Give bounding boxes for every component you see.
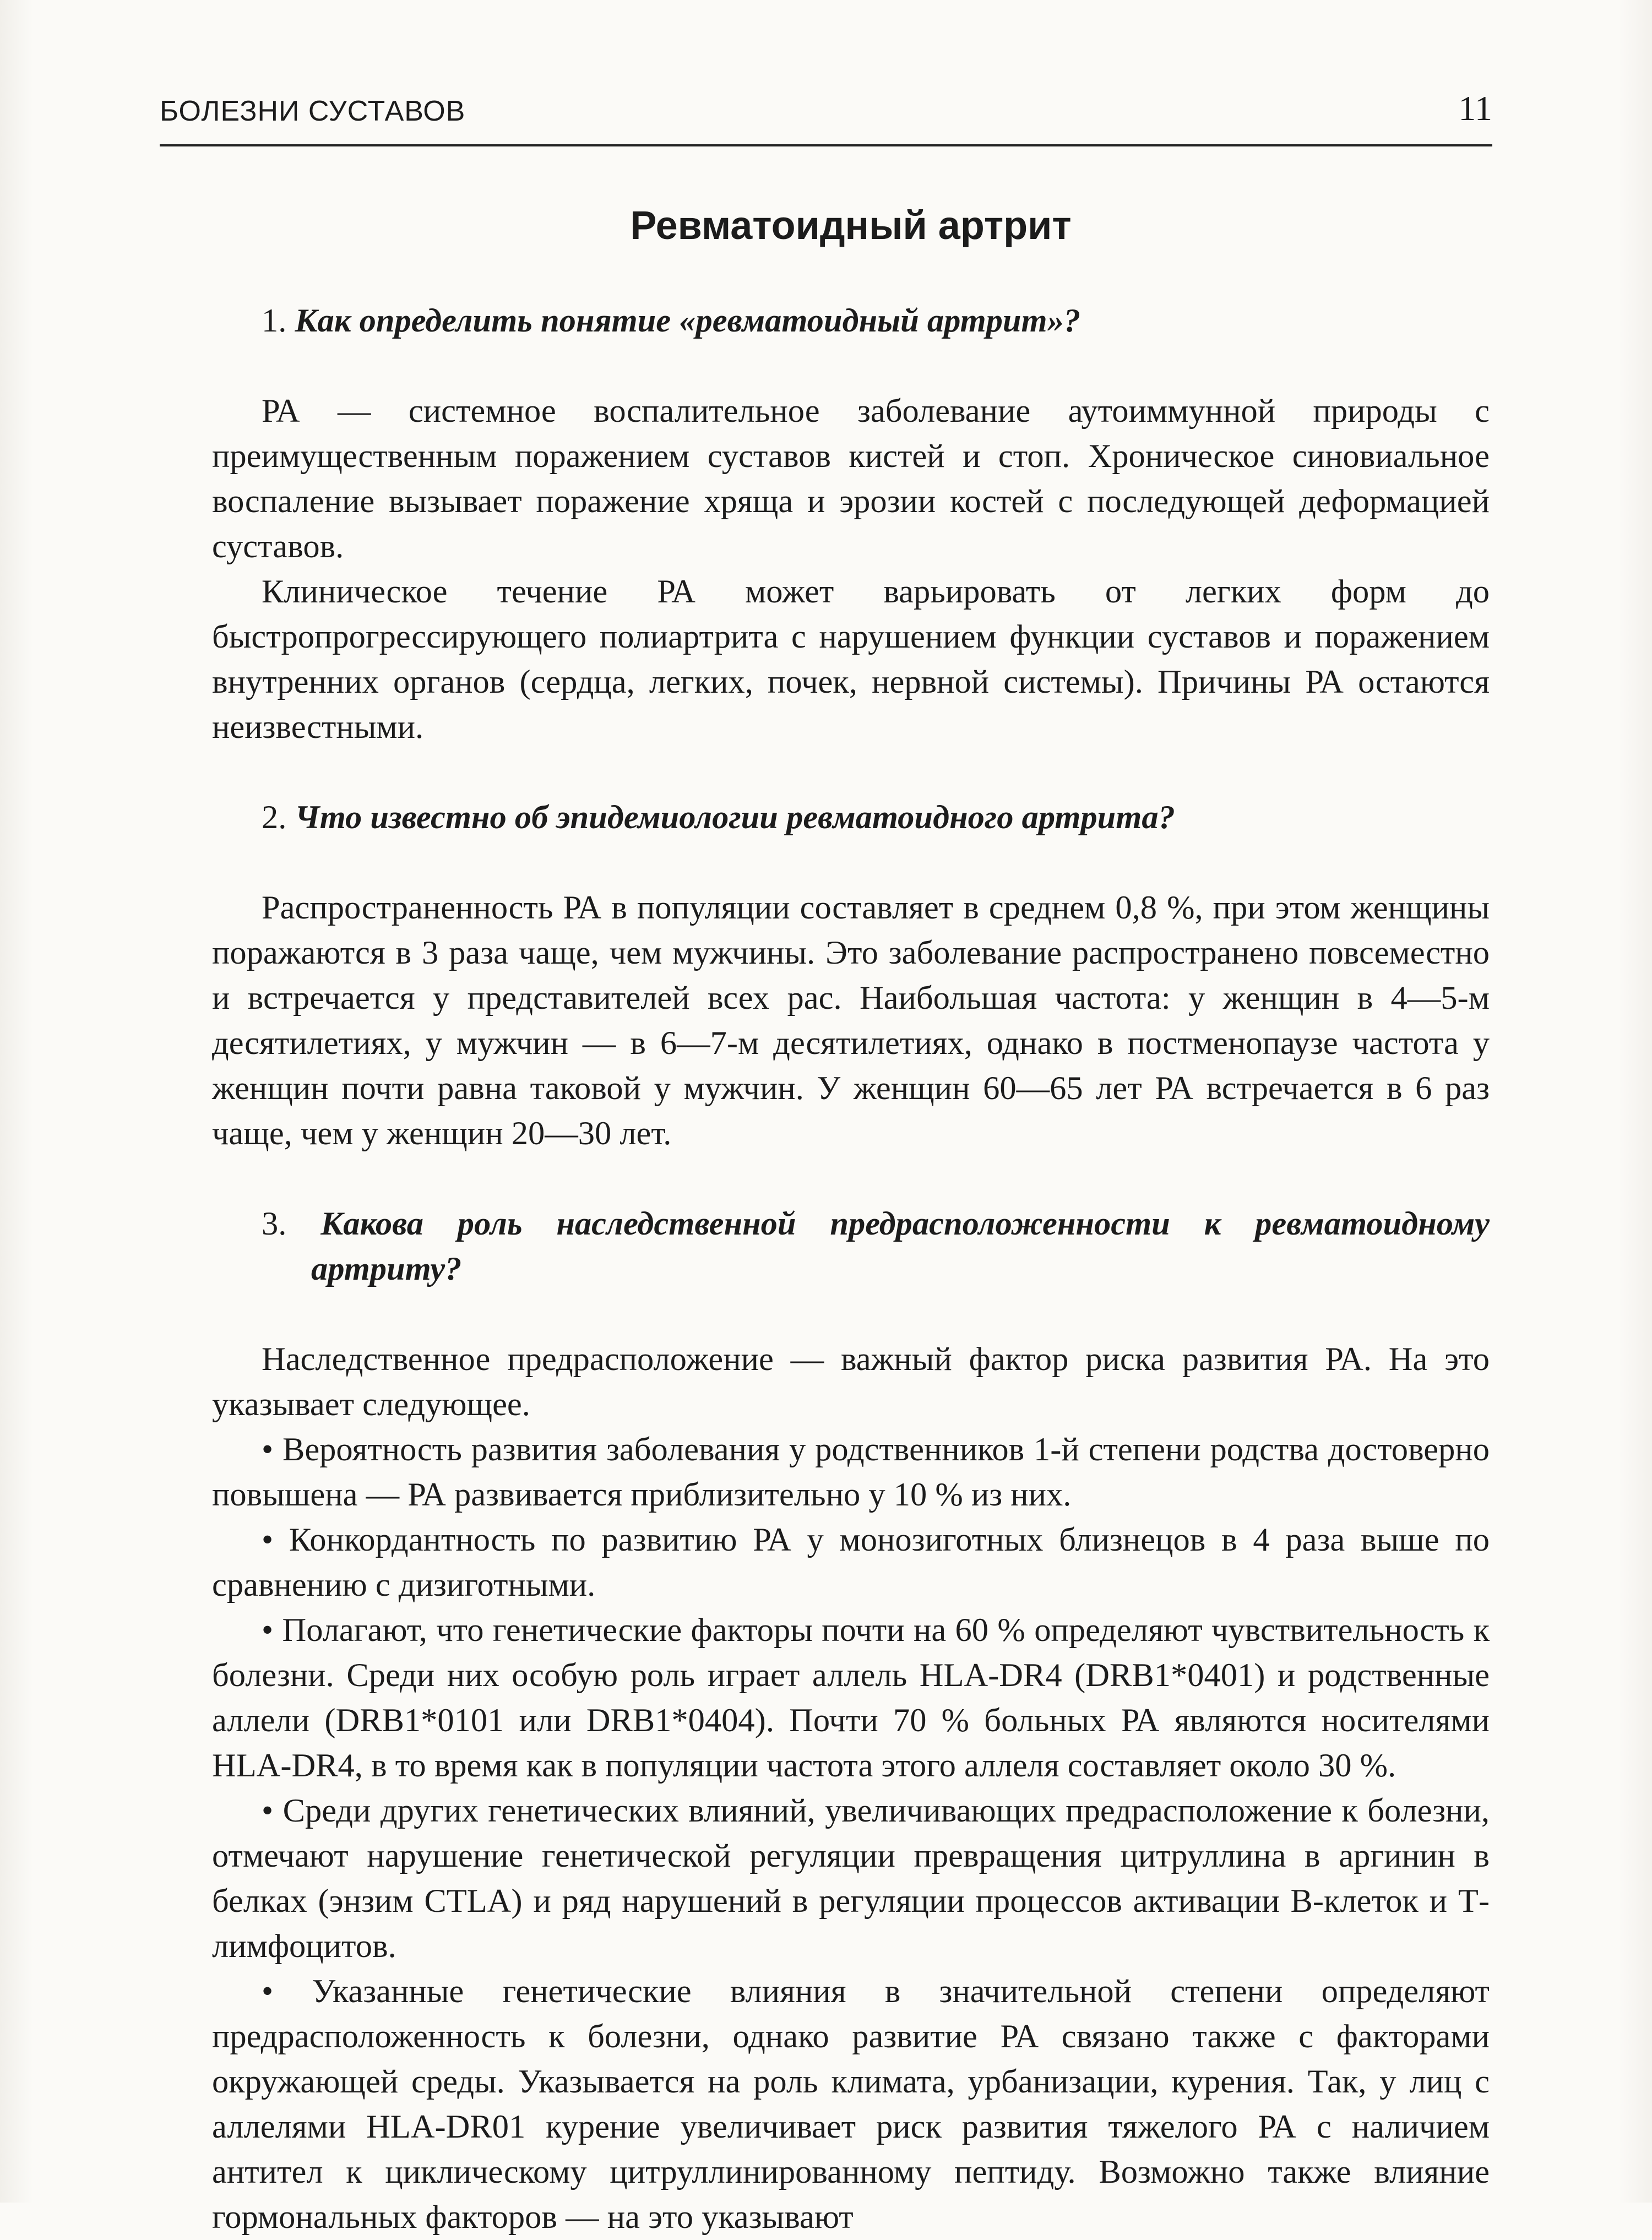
bullet-paragraph: • Полагают, что генетические факторы почти на 60 % определяют чувствительность к болезни. Среди них особую роль играет аллель HLA-DR4 (DRB1*0401) и родственные аллели (DRB1*0101 или DRB1*0404). Почти 70 % больных РА являются носителями HLA-DR4, в то время как в популяции частота этого аллеля составляет около 30 %.: [212, 1612, 1490, 1784]
page-number: 11: [1458, 89, 1492, 128]
paragraph: РА — системное воспалительное заболевание аутоиммунной природы с преимущественным поражением суставов кистей и стоп. Хроническое синовиальное воспаление вызывает поражение хряща и эрозии костей с последующей деформацией суставов.: [212, 393, 1490, 565]
bullet-paragraph: • Вероятность развития заболевания у родственников 1-й степени родства достоверно повышена — РА развивается приблизительно у 10 % из них.: [212, 1431, 1490, 1513]
paragraph: Клиническое течение РА может варьировать от легких форм до быстропрогрессирующего полиартрита с нарушением функции суставов и поражением внутренних органов (сердца, легких, почек, нервной системы). Причины РА остаются неизвестными.: [212, 573, 1490, 746]
running-head: [160, 83, 1492, 132]
question-3: [262, 1201, 1490, 1292]
question-text: Какова роль наследственной предрасположенности к ревматоидному артриту?: [311, 1205, 1490, 1287]
running-title: БОЛЕЗНИ СУСТАВОВ: [160, 95, 466, 127]
question-number: 2.: [262, 799, 287, 836]
question-text: Как определить понятие «ревматоидный артрит»?: [295, 302, 1081, 339]
bullet-paragraph: • Конкордантность по развитию РА у монозиготных близнецов в 4 раза выше по сравнению с дизиготными.: [212, 1521, 1490, 1603]
question-number: 1.: [262, 302, 287, 339]
question-number: 3.: [262, 1205, 287, 1242]
question-text: Что известно об эпидемиологии ревматоидного артрита?: [295, 799, 1175, 836]
bullet-paragraph: • Указанные генетические влияния в значительной степени определяют предрасположенность к болезни, однако развитие РА связано также с факторами окружающей среды. Указывается на роль климата, урбанизации, курения. Так, у лиц с аллелями HLA-DR01 курение увеличивает риск развития тяжелого РА с наличием антител к циклическому цитруллинированному пептиду. Возможно также влияние гормональных факторов — на это указывают: [212, 1973, 1490, 2236]
question-1: [262, 298, 1490, 344]
chapter-title: Ревматоидный артрит: [630, 204, 1072, 248]
page-content: [212, 198, 1490, 2240]
paragraph: Распространенность РА в популяции составляет в среднем 0,8 %, при этом женщины поражаются в 3 раза чаще, чем мужчины. Это заболевание распространено повсеместно и встречается у представителей всех рас. Наибольшая частота: у женщин в 4—5-м десятилетиях, у мужчин — в 6—7-м десятилетиях, однако в постменопаузе частота у женщин почти равна таковой у мужчин. У женщин 60—65 лет РА встречается в 6 раз чаще, чем у женщин 20—30 лет.: [212, 889, 1490, 1152]
header-rule: [160, 144, 1492, 146]
paragraph: Наследственное предрасположение — важный фактор риска развития РА. На это указывает следующее.: [212, 1341, 1490, 1423]
question-2: [262, 795, 1490, 840]
bullet-paragraph: • Среди других генетических влияний, увеличивающих предрасположение к болезни, отмечают нарушение генетической регуляции превращения цитруллина в аргинин в белках (энзим CTLA) и ряд нарушений в регуляции процессов активации В-клеток и Т-лимфоцитов.: [212, 1792, 1490, 1965]
